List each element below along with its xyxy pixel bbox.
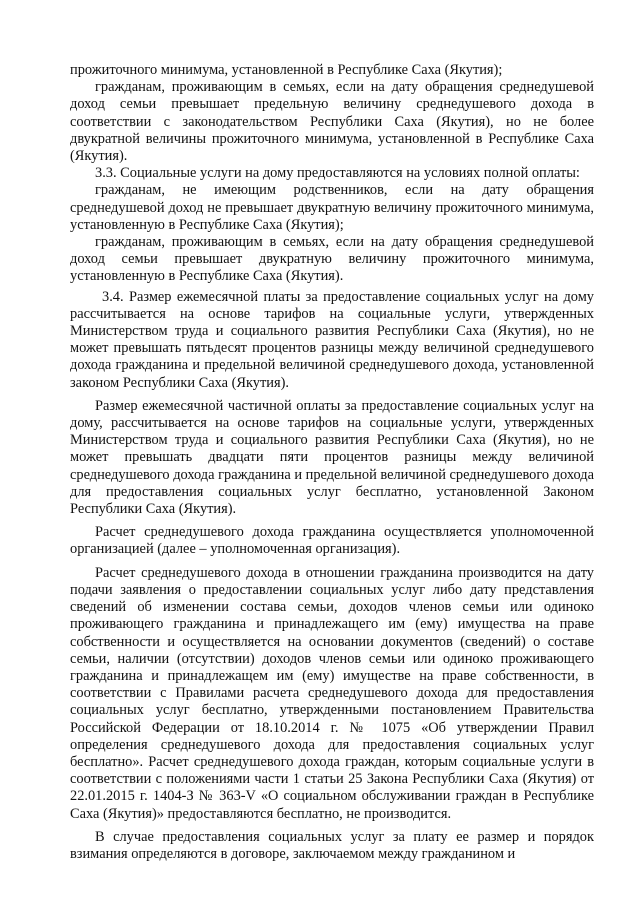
paragraph-section-3-3: 3.3. Социальные услуги на дому предоставляются на условиях полной оплаты: [95, 165, 580, 182]
paragraph-continuation: прожиточного минимума, установленной в Республике Саха (Якутия); [70, 62, 503, 78]
paragraph-paid-services: В случае предоставления социальных услуг за плату ее размер и порядок взимания определяются в договоре, заключаемом между гражданином и [70, 828, 594, 862]
paragraph-families-income: гражданам, проживающим в семьях, если на дату обращения среднедушевой доход семьи превышает предельную величину среднедушевого дохода в соответствии с законодательством Республики Саха (Якутия), но не более двукратной величины прожиточного минимума, установленной в Республике Саха (Якутия). [70, 79, 594, 165]
paragraph-partial-payment: Размер ежемесячной частичной оплаты за предоставление социальных услуг на дому, рассчитывается на основе тарифов на социальные услуги, утвержденных Министерством труда и социального развития Республики Саха (Якутия), но не может превышать двадцати пяти процентов разницы между величиной среднедушевого дохода гражданина и предельной величиной среднедушевого дохода для предоставления социальных услуг бесплатно, установленной Законом Республики Саха (Якутия). [70, 397, 594, 518]
paragraph-families-double: гражданам, проживающим в семьях, если на дату обращения среднедушевой доход семьи превышает двукратную величину прожиточного минимума, установленную в Республике Саха (Якутия). [70, 234, 594, 285]
paragraph-income-calculation-procedure: Расчет среднедушевого дохода в отношении гражданина производится на дату подачи заявления о предоставлении социальных услуг либо дату представления сведений об изменении состава семьи, доходов членов семьи или одиноко проживающего гражданина и принадлежащего им (ему) имущества на праве собственности и осуществляется на основании документов (сведений) о составе семьи, наличии (отсутствии) доходов членов семьи или одиноко проживающего гражданина и принадлежащем им (ему) имуществе на праве собственности, в соответствии с Правилами расчета среднедушевого дохода для предоставления социальных услуг бесплатно, утвержденными постановлением Правительства Российской Федерации от 18.10.2014 г. № 1075 «Об утверждении Правил определения среднедушевого дохода для предоставления социальных услуг бесплатно». Расчет среднедушевого дохода граждан, которым социальные услуги в соответствии с положениями части 1 статьи 25 Закона Республики Саха (Якутия) от 22.01.2015 г. 1404-З № 363-V «О социальном обслуживании граждан в Республике Саха (Якутия)» предоставляются бесплатно, не производится. [70, 564, 594, 822]
paragraph-section-3-4: 3.4. Размер ежемесячной платы за предоставление социальных услуг на дому рассчитывается на основе тарифов на социальные услуги, утвержденных Министерством труда и социального развития Республики Саха (Якутия), но не может превышать пятьдесят процентов разницы между величиной среднедушевого дохода гражданина и предельной величиной среднедушевого дохода, установленной законом Республики Саха (Якутия). [70, 288, 594, 391]
paragraph-no-relatives: гражданам, не имеющим родственников, если на дату обращения среднедушевой доход не превышает двукратную величину прожиточного минимума, установленную в Республике Саха (Якутия); [70, 182, 594, 233]
paragraph-income-calculation-org: Расчет среднедушевого дохода гражданина осуществляется уполномоченной организацией (далее – уполномоченная организация). [70, 524, 594, 558]
